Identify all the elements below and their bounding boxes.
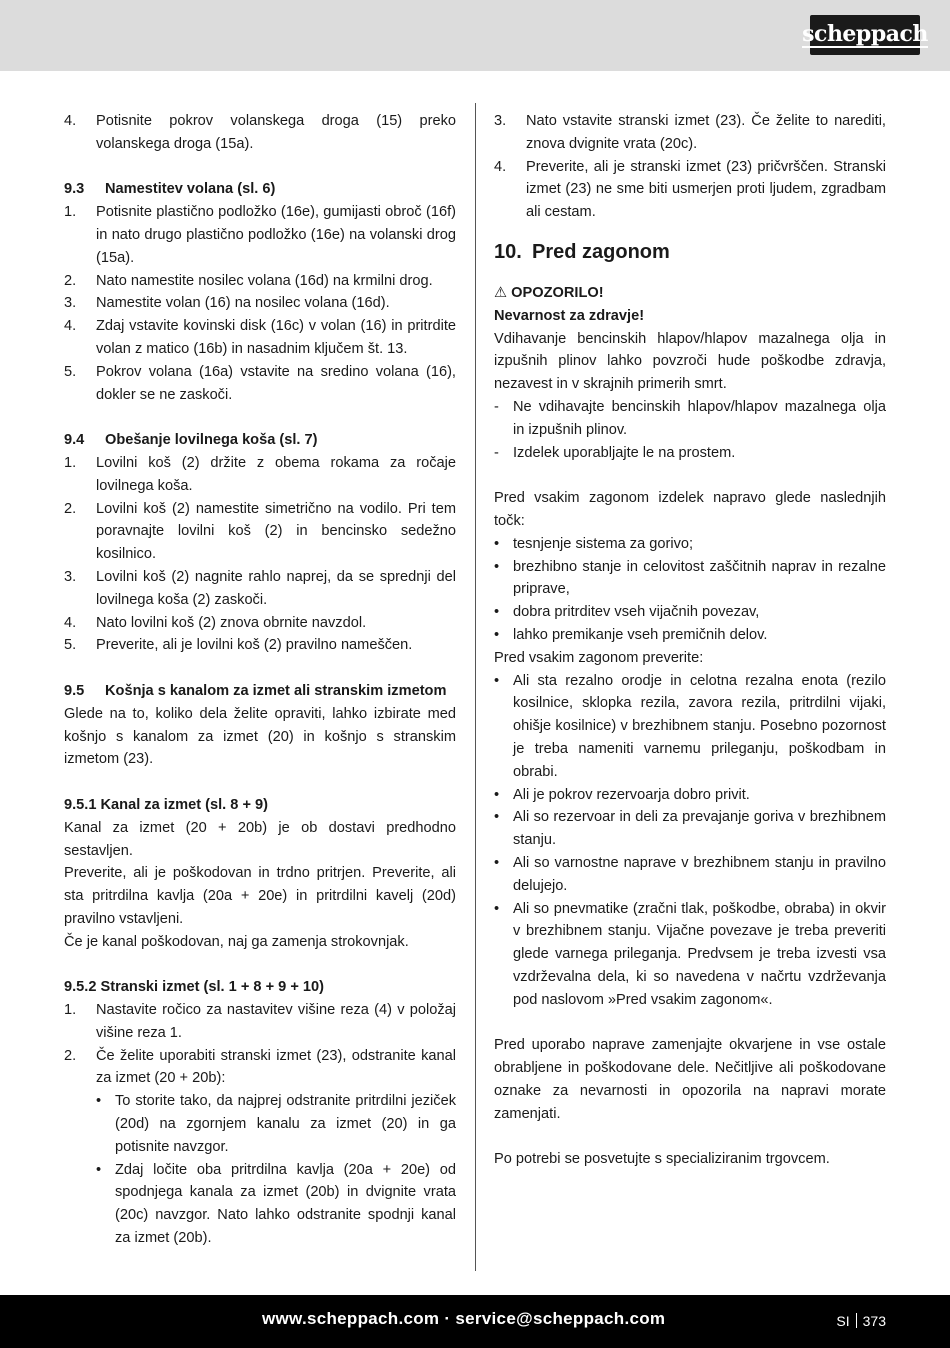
item-number: 3. [64,568,77,585]
sub-bullet [96,1159,456,1250]
item-text: Nato vstavite stranski izmet (23). Če želite to narediti, znova dvignite vrata (20c). [526,113,886,152]
list-item [64,999,456,1045]
item-number: 4. [64,614,77,631]
bullet-item [494,533,886,556]
bullet-text: Ali so pnevmatike (zračni tlak, poškodbe, obraba) in okvir v brezhibnem stanju. Vijačne povezave je treba preveriti glede varnega prileganja. Predvsem je treba izvesti vsa vzdrževalna dela, ki so navedena v načrtu vzdrževanja pod naslovom »Pred vsakim zagonom«. [513,900,886,1008]
paragraph: Preverite, ali je poškodovan in trdno pritrjen. Preverite, ali sta pritrdilna kavlja (20a + 20e) in pritrdilni kavelj (20d) pravilno vstavljeni. [64,865,456,927]
list-item [64,498,456,566]
bullet-marker: • [96,1161,102,1178]
item-text: Pokrov volana (16a) vstavite na sredino volana (16), dokler se ne zaskoči. [96,363,456,403]
item-number: 1. [64,1002,77,1019]
list-item [64,452,456,498]
bullet-text: brezhibno stanje in celovitost zaščitnih naprav in rezalne priprave, [513,558,886,598]
bullet-item [494,601,886,624]
section-title: Obešanje lovilnega koša (sl. 7) [105,432,318,449]
left-column [64,110,456,1250]
bullet-marker: • [494,900,500,917]
item-number: 1. [64,454,77,471]
item-number: 2. [64,1047,77,1064]
bullet-text: Zdaj ločite oba pritrdilna kavlja (20a + 20e) od spodnjega kanala za izmet (20b) in dvignite vrata (20c) navzgor. Nato lahko odstranite spodnji kanal za izmet (20b). [115,1161,456,1247]
item-number: 1. [64,204,77,221]
section-heading-9-5 [64,680,456,703]
item-text: Zdaj vstavite kovinski disk (16c) v volan (16) in pritrdite volan z matico (16b) in nasadnim ključem št. 13. [96,318,456,357]
item-number: 2. [64,500,77,517]
bullet-marker: • [494,604,500,621]
bullet-marker: • [494,558,500,575]
section-heading-9-4 [64,429,456,452]
sub-bullet [96,1090,456,1158]
bullet-text: To storite tako, da najprej odstranite pritrdilni jeziček (20d) na zgornjem kanalu za izmet (20) in ga potisnite navzgor. [115,1093,456,1155]
bullet-marker: • [494,672,500,689]
section-number: 9.3 [64,181,85,198]
dash-text: Ne vdihavajte bencinskih hlapov/hlapov mazalnega olja in izpušnih plinov. [513,398,886,438]
list-item [64,612,456,635]
warning-label [494,282,886,305]
paragraph: Če je kanal poškodovan, naj ga zamenja strokovnjak. [64,933,409,950]
warning-subtitle: Nevarnost za zdravje! [494,307,645,324]
section-number: 10. [494,240,522,263]
dash-item [494,396,886,442]
paragraph: Po potrebi se posvetujte s specializiranim trgovcem. [494,1151,830,1168]
list-item [64,566,456,612]
language-code: SI [836,1313,850,1329]
item-number: 3. [494,113,507,129]
bullet-marker: • [494,535,500,552]
dash-marker: - [494,398,499,415]
paragraph: Kanal za izmet (20 + 20b) je ob dostavi predhodno sestavljen. [64,819,456,859]
bullet-marker: • [494,626,500,643]
item-text: Lovilni koš (2) držite z obema rokama za ročaje lovilnega koša. [96,454,456,494]
item-text: Lovilni koš (2) nagnite rahlo naprej, da se sprednji del lovilnega koša (2) zaskoči. [96,568,456,608]
item-number: 4. [64,113,77,129]
column-divider [475,103,476,1271]
warning-triangle-icon: ⚠ [494,284,508,301]
warning-body: Vdihavanje bencinskih hlapov/hlapov mazalnega olja in izpušnih plinov lahko povzroči hude poškodbe zdravja, nezavest in v skrajnih primerih smrt. [494,330,886,393]
item-text: Potisnite pokrov volanskega droga (15) preko volanskega droga (15a). [96,113,456,152]
paragraph: Glede na to, koliko dela želite opraviti, lahko izbirate med košnjo s kanalom za izmet (20) in košnjo s stranskim izmetom (23). [64,705,456,768]
bullet-item [494,806,886,852]
bullet-text: tesnjenje sistema za gorivo; [513,535,694,552]
item-text: Preverite, ali je stranski izmet (23) pričvrščen. Stranski izmet (23) ne sme biti usmerjen proti ljudem, zgradbam ali cestam. [526,158,886,221]
list-item [494,110,886,156]
logo-text: scheppach [802,20,928,47]
list-item [64,201,456,269]
bullet-item [494,670,886,784]
item-number: 2. [64,272,77,289]
section-title: Pred zagonom [532,240,670,263]
item-text: Lovilni koš (2) namestite simetrično na vodilo. Pri tem poravnajte lovilni koš (2) in bencinsko sedežno kosilnico. [96,500,456,563]
list-item [64,292,456,315]
item-text: Če želite uporabiti stranski izmet (23), odstranite kanal za izmet (20 + 20b): [96,1047,456,1087]
bullet-text: Ali so rezervoar in deli za prevajanje goriva v brezhibnem stanju. [513,809,886,849]
item-text: Namestite volan (16) na nosilec volana (16d). [96,295,390,312]
section-heading-9-5-1: 9.5.1 Kanal za izmet (sl. 8 + 9) [64,796,268,813]
paragraph: Pred uporabo naprave zamenjajte okvarjene in vse ostale obrabljene in poškodovane dele. Nečitljive ali poškodovane oznake za nevarnosti in opozorila na napravi morate zamenjati. [494,1037,886,1122]
bullet-text: dobra pritrditev vseh vijačnih povezav, [513,604,760,621]
page-indicator [836,1310,886,1333]
bullet-item [494,556,886,602]
bullet-marker: • [494,786,500,803]
item-text: Nastavite ročico za nastavitev višine reza (4) v položaj višine reza 1. [96,1002,456,1041]
item-number: 4. [64,318,77,335]
item-number: 5. [64,637,77,654]
list-item [64,270,456,293]
section-number: 9.5 [64,682,85,699]
page-separator [856,1313,857,1328]
section-title: Košnja s kanalom za izmet ali stranskim izmetom [105,682,447,699]
right-column [494,110,886,1171]
dash-marker: - [494,444,499,461]
scheppach-logo [802,15,928,55]
list-item [64,634,456,657]
bullet-text: lahko premikanje vseh premičnih delov. [513,626,768,643]
section-heading-9-5-2: 9.5.2 Stranski izmet (sl. 1 + 8 + 9 + 10) [64,979,324,996]
dash-item [494,442,886,465]
list-item [64,1045,456,1091]
item-text: Nato lovilni koš (2) znova obrnite navzdol. [96,614,367,631]
paragraph: Pred vsakim zagonom izdelek napravo glede naslednjih točk: [494,490,886,529]
bullet-item [494,852,886,898]
bullet-item [494,784,886,807]
page-header [0,0,950,71]
paragraph: Pred vsakim zagonom preverite: [494,649,704,666]
dash-text: Izdelek uporabljajte le na prostem. [513,444,736,461]
bullet-text: Ali sta rezalno orodje in celotna rezalna enota (rezilo kosilnice, sklopka rezila, zavora rezila, pritrdilni vijaki, ohišje kosilnice) v brezhibnem stanju. Posebno pozornost je treba nameniti varnemu prileganju, poškodbam in obrabi. [513,672,886,780]
item-number: 4. [494,158,507,175]
list-item [494,156,886,224]
item-text: Potisnite plastično podložko (16e), gumijasti obroč (16f) in nato drugo plastično podložko (16e) na volanski drog (15a). [96,204,456,266]
bullet-marker: • [494,854,500,871]
bullet-item [494,898,886,1012]
item-number: 3. [64,295,77,312]
page-footer [0,1295,950,1348]
list-item [64,315,456,361]
list-item [64,110,456,156]
item-text: Preverite, ali je lovilni koš (2) pravilno nameščen. [96,637,413,654]
warning-label-text: OPOZORILO! [511,284,604,301]
page-number: 373 [862,1313,886,1329]
bullet-item [494,624,886,647]
section-title: Namestitev volana (sl. 6) [105,181,276,198]
section-heading-9-3 [64,178,456,201]
bullet-marker: • [96,1093,102,1110]
item-text: Nato namestite nosilec volana (16d) na krmilni drog. [96,272,433,289]
list-item [64,361,456,407]
bullet-text: Ali je pokrov rezervoarja dobro privit. [513,786,750,803]
item-number: 5. [64,363,77,380]
section-heading-10 [494,238,886,266]
bullet-marker: • [494,809,500,826]
bullet-text: Ali so varnostne naprave v brezhibnem stanju in pravilno delujejo. [513,854,886,894]
footer-contact: www.scheppach.com · service@scheppach.com [262,1309,666,1328]
section-number: 9.4 [64,432,85,449]
